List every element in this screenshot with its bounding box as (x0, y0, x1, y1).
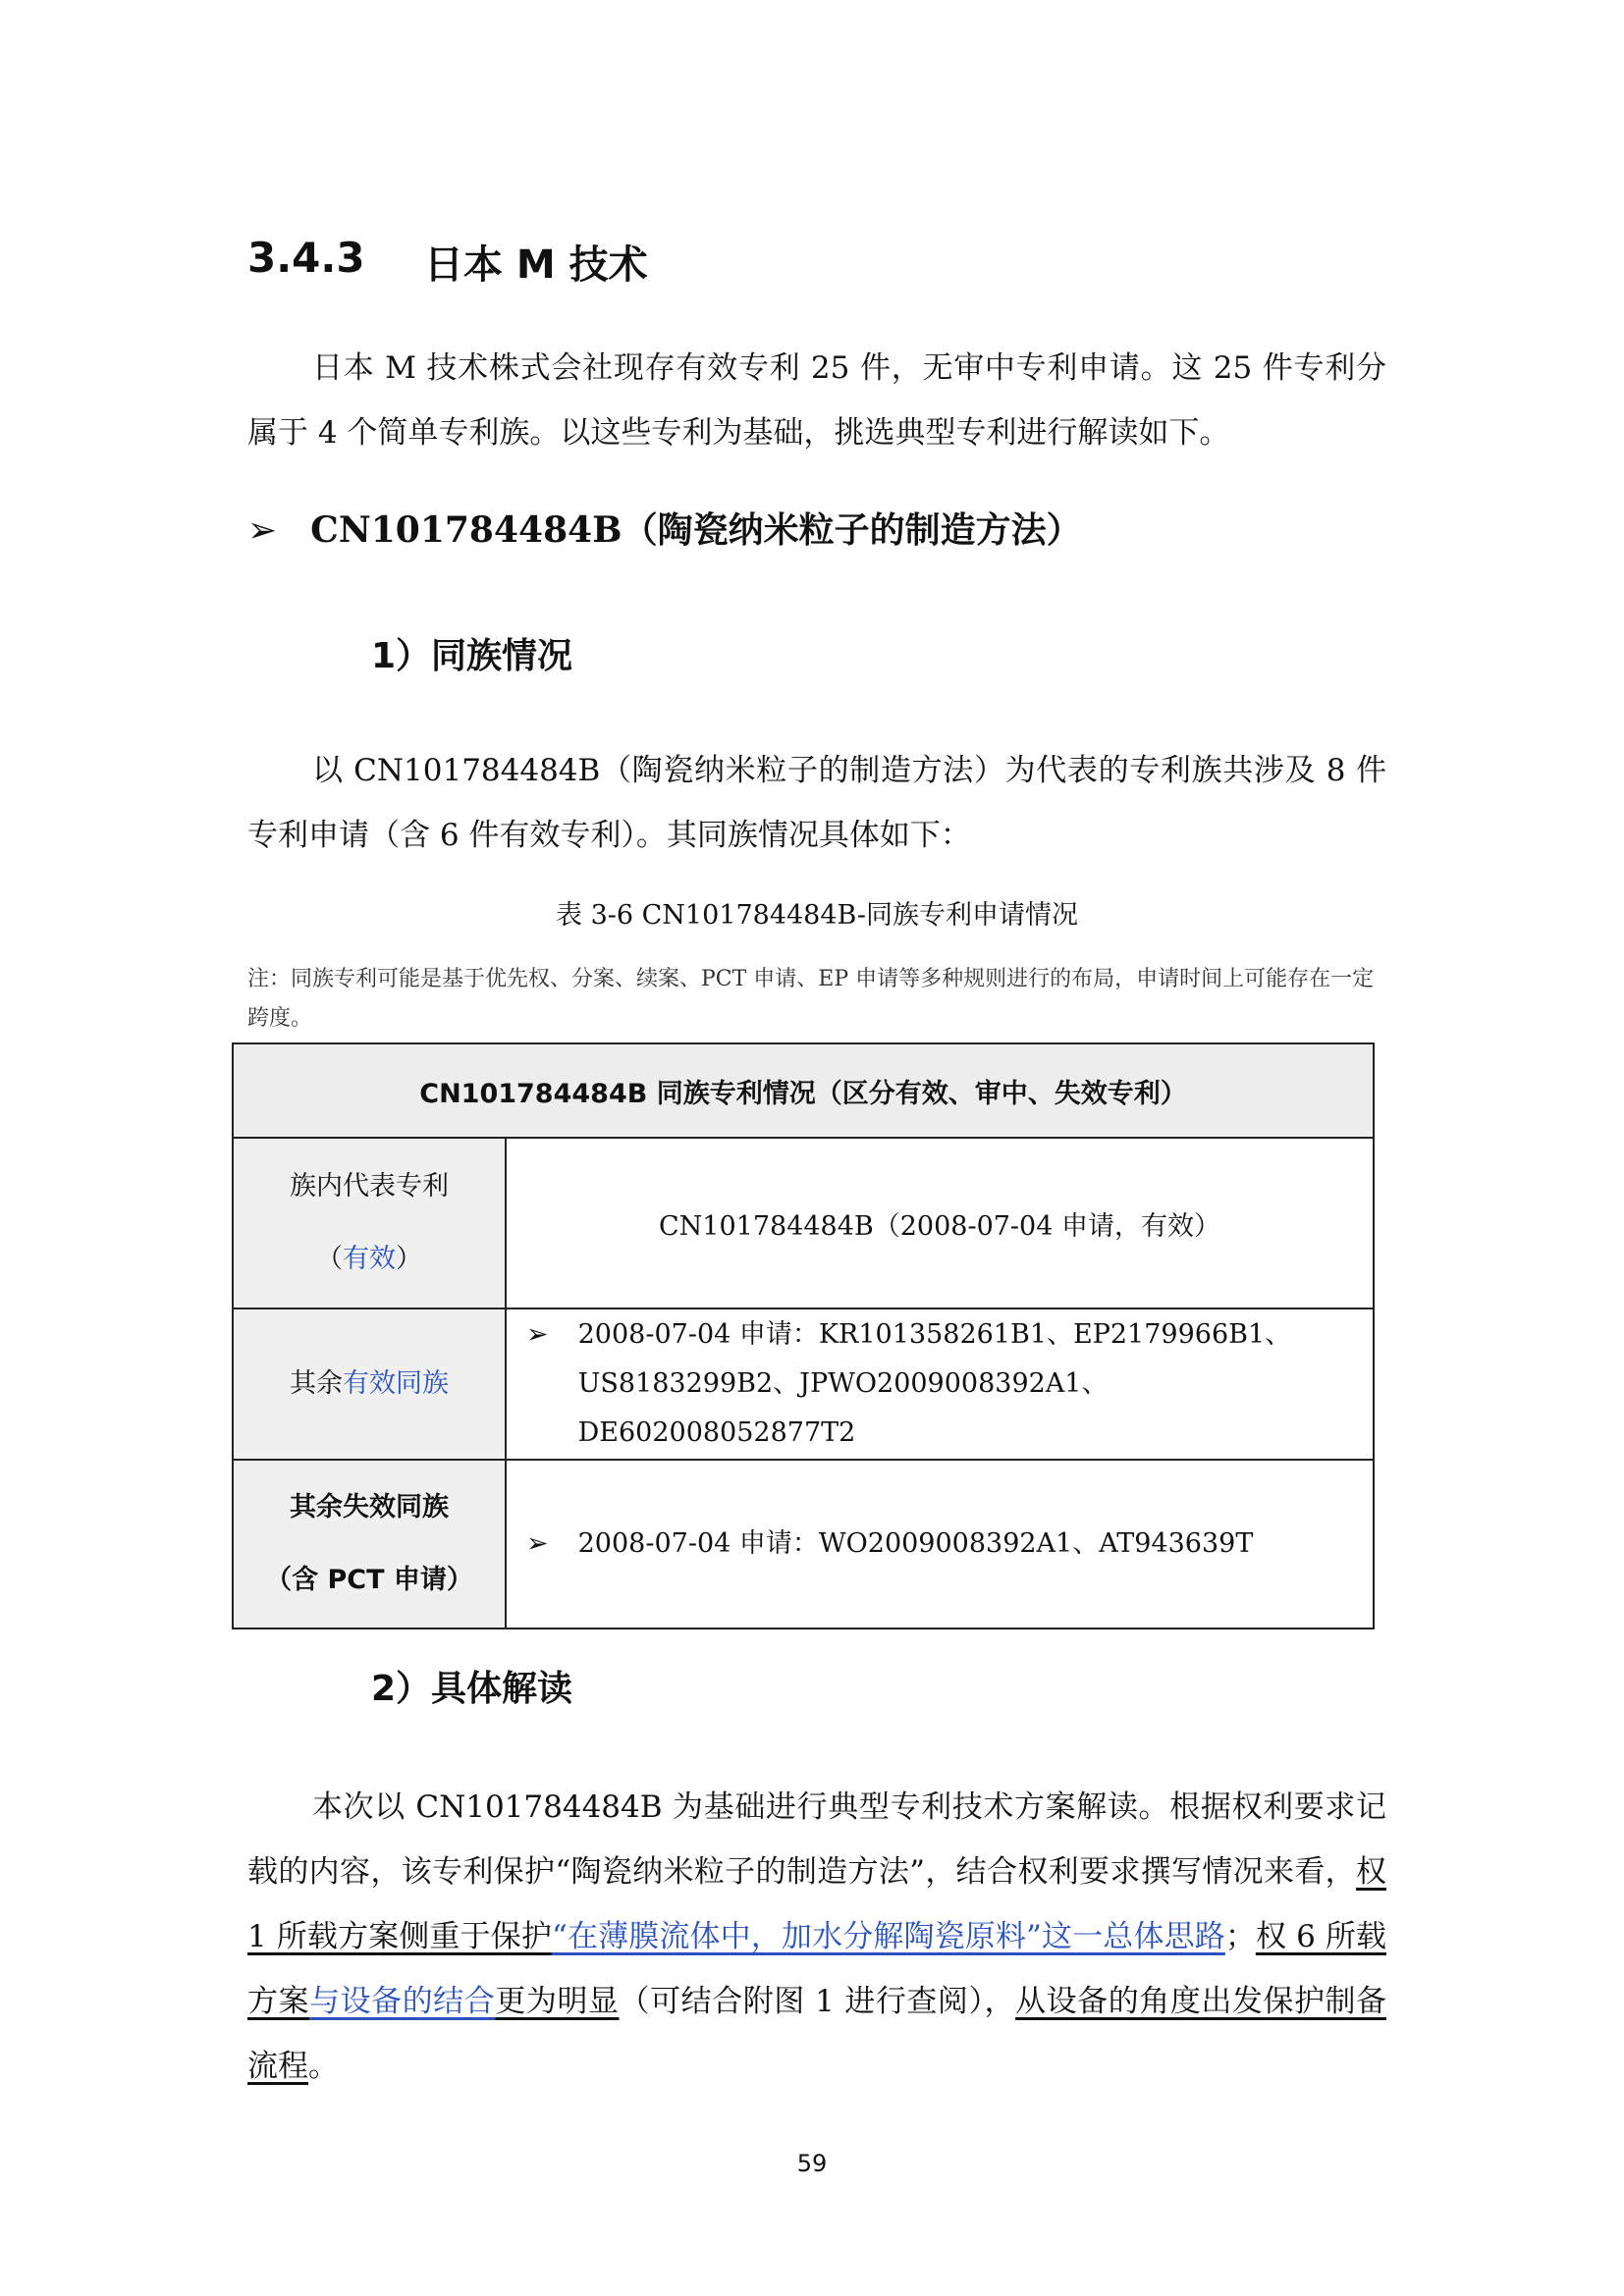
arrow-bullet-icon: ➢ (247, 510, 278, 551)
section-title: 日本 M 技术 (424, 242, 648, 288)
underlined-text: 权 6 所载方案 (247, 1919, 1386, 2019)
analysis-text: 本次以 CN101784484B 为基础进行典型专利技术方案解读。根据权利要求记载的内容，该专利保护“陶瓷纳米粒子的制造方法”，结合权利要求撰写情况来看， (247, 1789, 1386, 1890)
highlight-link[interactable]: “在薄膜流体中，加水分解陶瓷原料”这一总体思路 (551, 1919, 1225, 1954)
section-number: 3.4.3 (247, 234, 365, 282)
underlined-text: 权 1 所载方案侧重于保护 (247, 1854, 1386, 1954)
row-value (506, 1460, 1374, 1629)
table-caption: 表 3-6 CN101784484B-同族专利申请情况 (556, 900, 1078, 931)
value-line: US8183299B2、JPWO2009008392A1、DE602008052877T2 (577, 1368, 1109, 1448)
table-row (233, 1460, 1374, 1629)
status-valid-family: 有效同族 (343, 1368, 449, 1399)
page-number: 59 (796, 2150, 828, 2177)
row-label (233, 1138, 506, 1308)
row-label-line: 其余失效同族 (290, 1492, 449, 1522)
analysis-paragraph (247, 1775, 1386, 2099)
table-header: CN101784484B 同族专利情况（区分有效、审中、失效专利） (233, 1043, 1374, 1138)
highlight-link[interactable]: 与设备的结合 (309, 1984, 496, 2019)
table-row (233, 1138, 1374, 1308)
row-value-text (578, 1310, 1372, 1458)
analysis-text: （可结合附图 1 进行查阅）， (619, 1984, 1016, 2019)
intro-paragraph: 日本 M 技术株式会社现存有效专利 25 件，无审中专利申请。这 25 件专利分属于 4 个简单专利族。以这些专利为基础，挑选典型专利进行解读如下。 (247, 350, 1386, 451)
status-valid: 有效 (343, 1244, 396, 1274)
row-label-prefix: 其余 (290, 1368, 343, 1399)
row-value (506, 1308, 1374, 1460)
analysis-text: ； (1224, 1919, 1256, 1954)
arrow-bullet-icon: ➢ (526, 1528, 549, 1559)
row-value: CN101784484B（2008-07-04 申请，有效） (506, 1138, 1374, 1308)
patent-heading-text: CN101784484B（陶瓷纳米粒子的制造方法） (310, 509, 1082, 551)
paren-open: （ (316, 1244, 343, 1274)
paren-close: ） (396, 1244, 422, 1274)
table-row (233, 1308, 1374, 1460)
underlined-text: 从设备的角度出发保护制备流程 (247, 1984, 1387, 2084)
table-note: 注：同族专利可能是基于优先权、分案、续案、PCT 申请、EP 申请等多种规则进行的布局，申请时间上可能存在一定跨度。 (247, 967, 1375, 1031)
row-label (233, 1460, 506, 1629)
subheading-family: 1）同族情况 (371, 636, 573, 676)
family-table (232, 1042, 1375, 1629)
underlined-text: 更为明显 (495, 1984, 620, 2019)
analysis-text: 。 (308, 2049, 339, 2084)
row-label-line: （含 PCT 申请） (265, 1565, 473, 1595)
value-line: 2008-07-04 申请：KR101358261B1、EP2179966B1、 (577, 1319, 1292, 1350)
row-label (233, 1308, 506, 1460)
subheading-analysis: 2）具体解读 (371, 1669, 573, 1709)
family-paragraph: 以 CN101784484B（陶瓷纳米粒子的制造方法）为代表的专利族共涉及 8 件专利申请（含 6 件有效专利）。其同族情况具体如下： (247, 753, 1386, 853)
row-label-line (235, 1223, 504, 1296)
arrow-bullet-icon: ➢ (526, 1319, 549, 1350)
patent-heading (247, 503, 1082, 553)
row-value-text: 2008-07-04 申请：WO2009008392A1、AT943639T (577, 1528, 1254, 1559)
row-label-line: 族内代表专利 (290, 1171, 449, 1201)
